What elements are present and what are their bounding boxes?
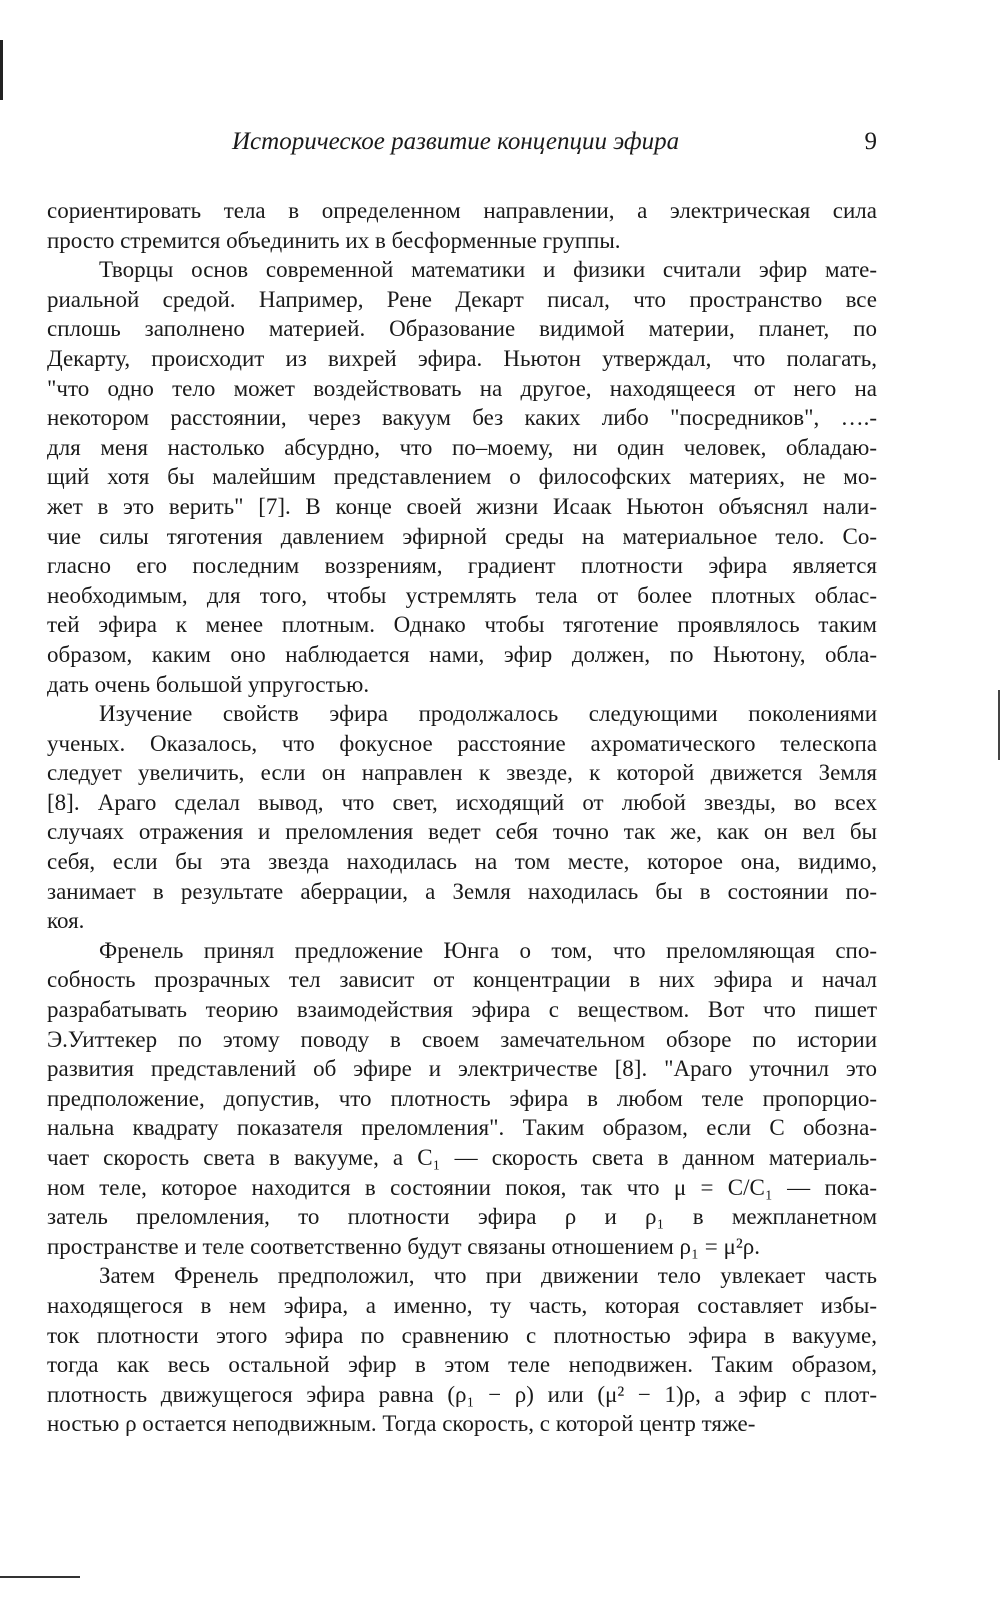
paragraph: [47, 1261, 877, 1439]
text-line: затель преломления, то плотности эфира ρ и ρ₁ в межпланетном: [47, 1204, 877, 1230]
text-line: тогда как весь остальной эфир в этом теле неподвижен. Таким образом,: [47, 1352, 877, 1378]
text-line: ном теле, которое находится в состоянии покоя, так что μ = C/C₁ — пока-: [47, 1174, 877, 1200]
text-line: Изучение свойств эфира продолжалось следующими поколениями: [99, 701, 877, 727]
text-line: предположение, допустив, что плотность эфира в любом теле пропорцио-: [47, 1085, 877, 1111]
text-line: коя.: [47, 908, 85, 934]
page-header: [47, 128, 877, 160]
text-line: Декарту, происходит из вихрей эфира. Ньютон утверждал, что полагать,: [47, 345, 877, 371]
text-line: плотность движущегося эфира равна (ρ₁ − ρ) или (μ² − 1)ρ, а эфир с плот-: [47, 1381, 877, 1407]
page-body: [47, 196, 877, 1439]
text-line: ученых. Оказалось, что фокусное расстояние ахроматического телескопа: [47, 730, 877, 756]
text-line: чает скорость света в вакууме, а C₁ — скорость света в данном материаль-: [47, 1145, 877, 1170]
text-line: ток плотности этого эфира по сравнению с плотностью эфира в вакууме,: [47, 1322, 877, 1348]
paragraph: [47, 699, 877, 936]
text-line: щий хотя бы малейшим представлением о философских материях, не мо-: [47, 464, 877, 490]
text-line: жет в это верить" [7]. В конце своей жизни Исаак Ньютон объяснял нали-: [47, 493, 877, 519]
text-line: Френель принял предложение Юнга о том, что преломляющая спо-: [99, 937, 877, 963]
page-number: 9: [864, 128, 877, 155]
text-line: Творцы основ современной математики и физики считали эфир мате-: [99, 257, 877, 283]
text-line: сориентировать тела в определенном направлении, а электрическая сила: [47, 198, 877, 223]
text-line: сплошь заполнено материей. Образование видимой материи, планет, по: [47, 316, 877, 342]
text-line: Затем Френель предположил, что при движении тело увлекает часть: [99, 1263, 877, 1289]
text-line: риальной средой. Например, Рене Декарт писал, что пространство все: [47, 286, 877, 312]
scan-edge-mark: [0, 40, 3, 100]
paragraph: [47, 255, 877, 699]
text-line: разрабатывать теорию взаимодействия эфира с веществом. Вот что пишет: [47, 997, 877, 1023]
text-line: занимает в результате аберрации, а Земля находилась бы в состоянии по-: [47, 878, 877, 904]
text-line: ностью ρ остается неподвижным. Тогда скорость, с которой центр тяже-: [47, 1411, 756, 1437]
text-line: себя, если бы эта звезда находилась на том месте, которое она, видимо,: [47, 849, 877, 875]
scan-edge-mark: [0, 1576, 80, 1578]
text-line: Э.Уиттекер по этому поводу в своем замечательном обзоре по истории: [47, 1026, 877, 1052]
text-line: гласно его последним воззрениям, градиент плотности эфира является: [47, 553, 877, 579]
text-line: случаях отражения и преломления ведет себя точно так же, как он вел бы: [47, 819, 877, 845]
running-title: Историческое развитие концепции эфира: [232, 128, 680, 155]
text-line: развития представлений об эфире и электричестве [8]. "Араго уточнил это: [47, 1056, 877, 1082]
text-line: образом, каким оно наблюдается нами, эфир должен, по Ньютону, обла-: [47, 641, 877, 667]
text-line: для меня настолько абсурдно, что по–моему, ни один человек, обладаю-: [47, 434, 877, 460]
text-line: [8]. Араго сделал вывод, что свет, исходящий от любой звезды, во всех: [47, 789, 877, 815]
text-line: чие силы тяготения давлением эфирной среды на материальное тело. Со-: [47, 523, 877, 549]
text-line: необходимым, для того, чтобы устремлять тела от более плотных облас-: [47, 582, 877, 608]
text-line: просто стремится объединить их в бесформенные группы.: [47, 227, 621, 253]
text-line: тей эфира к менее плотным. Однако чтобы тяготение проявлялось таким: [47, 612, 877, 638]
text-line: следует увеличить, если он направлен к звезде, к которой движется Земля: [47, 760, 877, 786]
paragraph: [47, 196, 877, 255]
text-line: находящегося в нем эфира, а именно, ту часть, которая составляет избы-: [47, 1292, 877, 1318]
text-line: пространстве и теле соответственно будут связаны отношением ρ₁ = μ²ρ.: [47, 1233, 760, 1259]
text-line: некотором расстоянии, через вакуум без каких либо "посредников", ….-: [47, 405, 877, 431]
text-line: дать очень большой упругостью.: [47, 671, 370, 697]
text-line: собность прозрачных тел зависит от концентрации в них эфира и начал: [47, 967, 877, 993]
text-line: "что одно тело может воздействовать на другое, находящееся от него на: [47, 375, 877, 401]
text-line: нальна квадрату показателя преломления". Таким образом, если C обозна-: [47, 1115, 877, 1141]
paragraph: [47, 936, 877, 1262]
